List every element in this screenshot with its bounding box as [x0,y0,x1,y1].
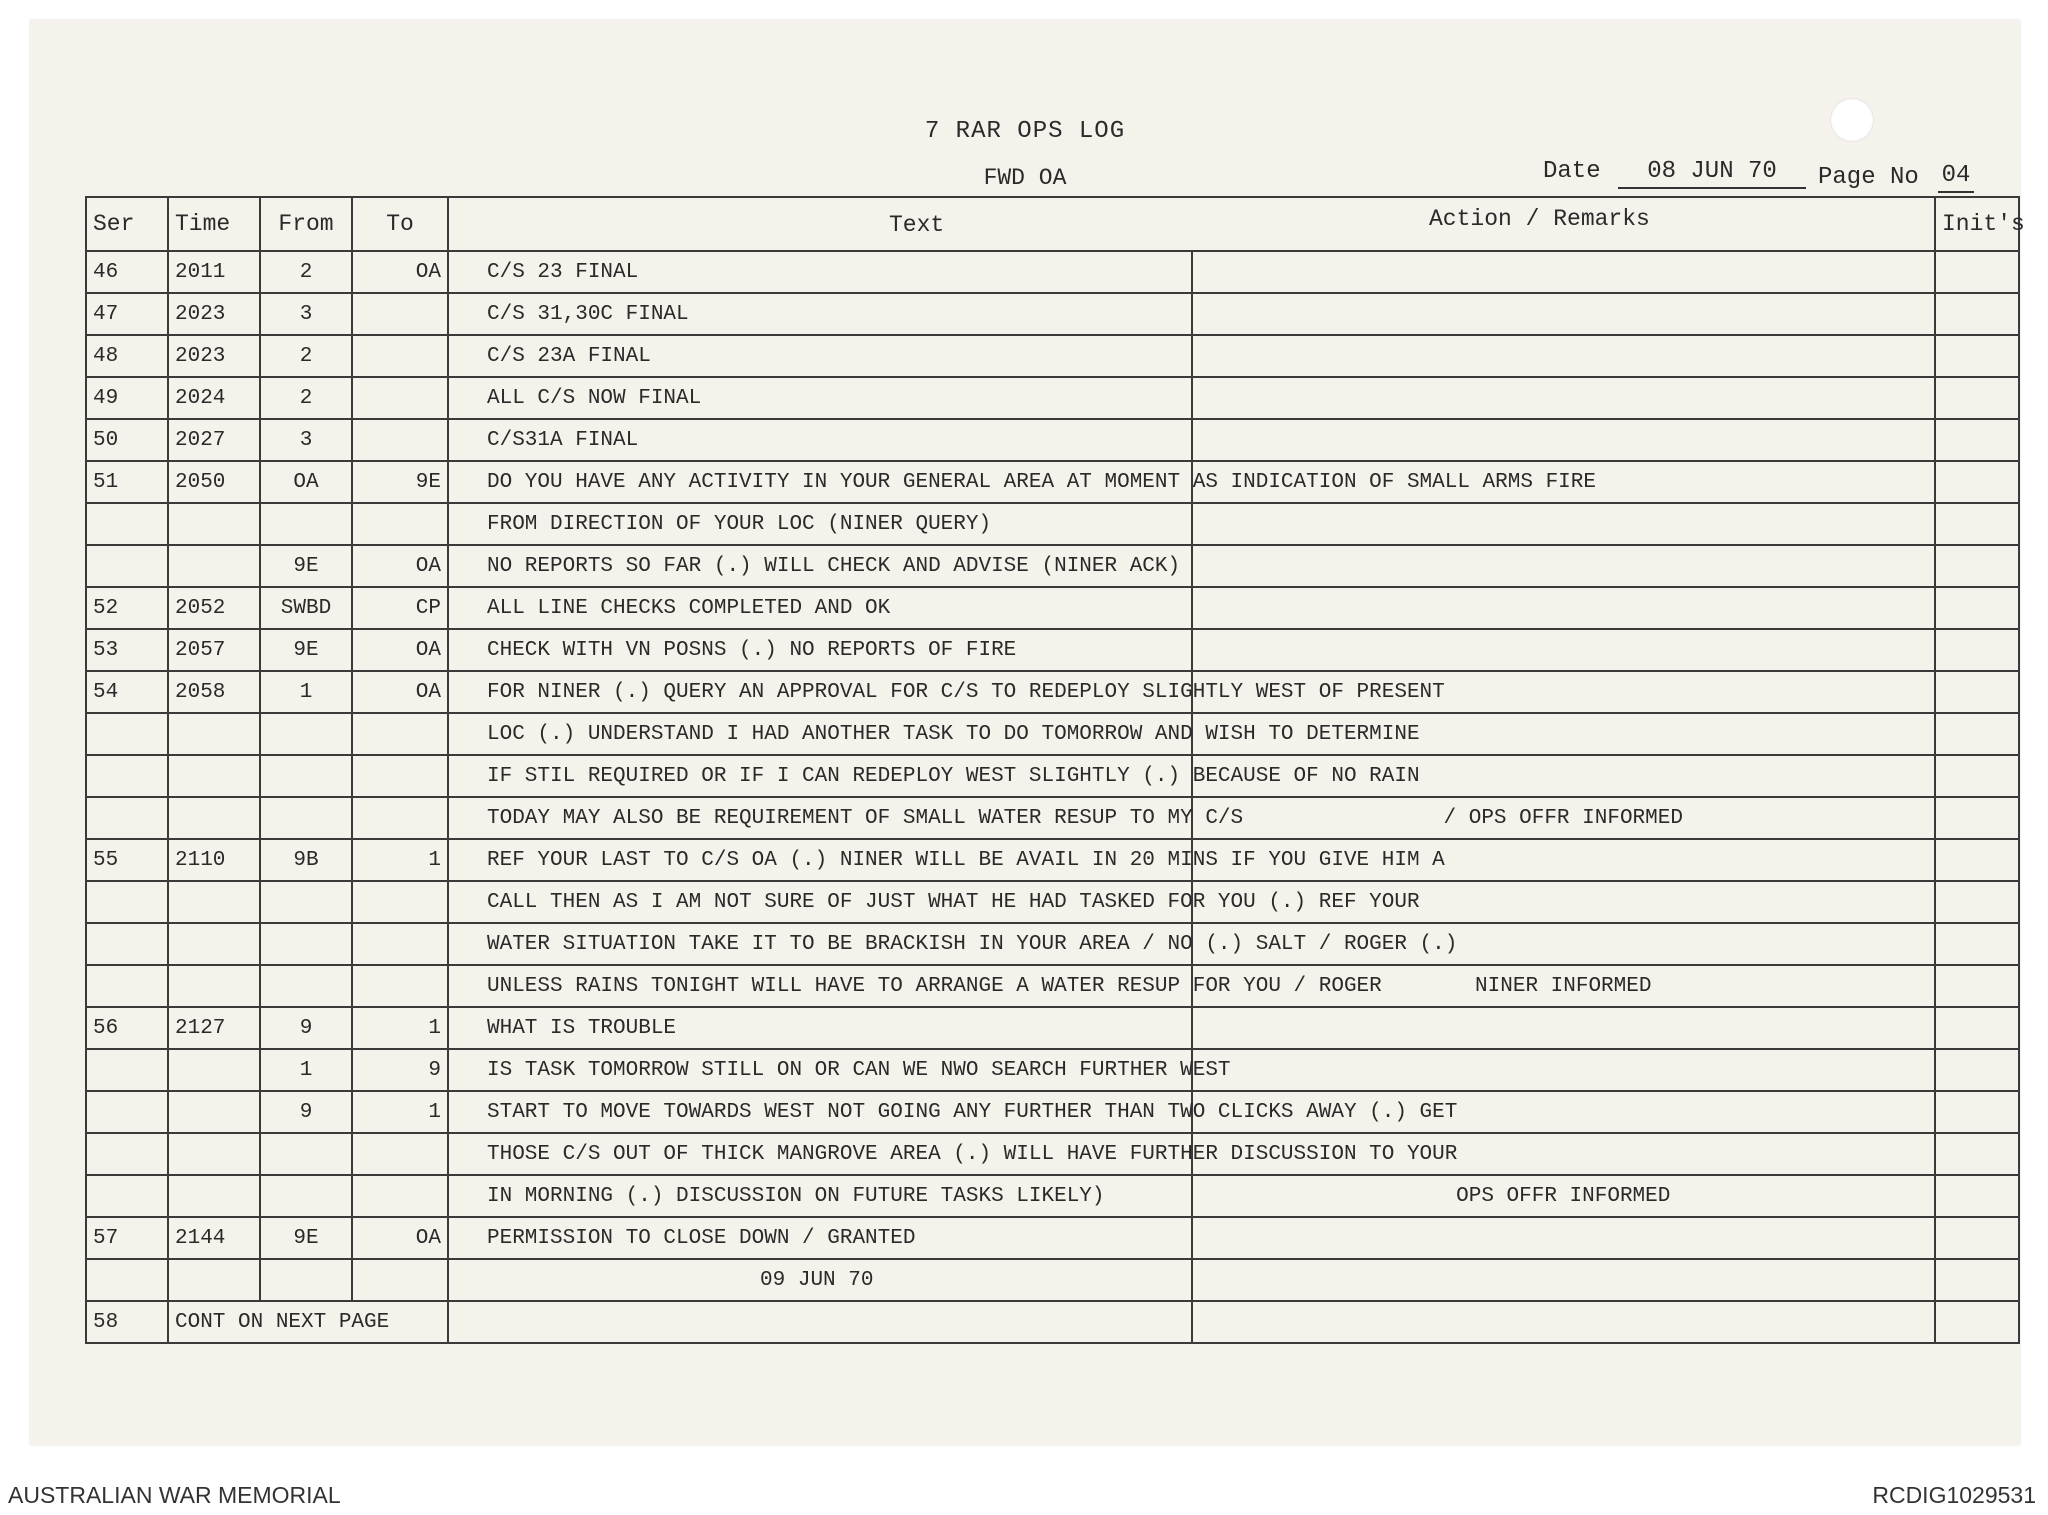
cell-ser: 54 [86,671,168,713]
cell-time [168,1175,260,1217]
cell-from [260,797,352,839]
cell-inits [1935,755,2019,797]
cell-inits [1935,713,2019,755]
log-subtitle: FWD OA [983,165,1067,191]
cell-to [352,755,448,797]
cell-time [168,1049,260,1091]
cell-time [168,545,260,587]
cell-ser [86,797,168,839]
cell-time [168,713,260,755]
cell-to: OA [352,1217,448,1259]
cell-inits [1935,839,2019,881]
log-body [86,251,2019,1259]
cell-to: 9 [352,1049,448,1091]
cell-time: 2011 [168,251,260,293]
cell-from: 9 [260,1007,352,1049]
cell-time [168,923,260,965]
log-title: 7 RAR OPS LOG [924,118,1126,145]
cell-text: START TO MOVE TOWARDS WEST NOT GOING ANY FURTHER THAN TWO CLICKS AWAY (.) GET [448,1091,1192,1133]
cell-time [168,965,260,1007]
cell-to: 9E [352,461,448,503]
cell-time: 2057 [168,629,260,671]
cell-text: ALL LINE CHECKS COMPLETED AND OK [448,587,1192,629]
cell-text: LOC (.) UNDERSTAND I HAD ANOTHER TASK TO DO TOMORROW AND WISH TO DETERMINE [448,713,1192,755]
cell-inits [1935,335,2019,377]
cell-from: 1 [260,671,352,713]
cell-ser: 48 [86,335,168,377]
cell-ser: 47 [86,293,168,335]
cell-time: 2110 [168,839,260,881]
cell-time [168,755,260,797]
cell-ser [86,1175,168,1217]
cell-ser [86,881,168,923]
cell-ser: 52 [86,587,168,629]
table-row [86,419,2019,461]
table-row [86,881,2019,923]
cell-to: OA [352,545,448,587]
cell-inits [1935,923,2019,965]
cell-text: CHECK WITH VN POSNS (.) NO REPORTS OF FIRE [448,629,1192,671]
date-label: Date [1543,158,1601,185]
cell-inits [1935,461,2019,503]
cell-text: THOSE C/S OUT OF THICK MANGROVE AREA (.) WILL HAVE FURTHER DISCUSSION TO YOUR [448,1133,1192,1175]
cell-to: OA [352,251,448,293]
cell-remarks [1192,419,1936,461]
cell-remarks: / OPS OFFR INFORMED [1192,797,1936,839]
cell-inits [1935,293,2019,335]
cell-inits [1935,251,2019,293]
cell-inits [1935,965,2019,1007]
cell-from: 9 [260,1091,352,1133]
cell-inits [1935,545,2019,587]
cell-remarks [1192,503,1936,545]
col-header-remarks: Action / Remarks [1429,206,1650,232]
table-row [86,545,2019,587]
table-row [86,1217,2019,1259]
table-row [86,587,2019,629]
cell-inits [1935,1217,2019,1259]
cell-ser: 46 [86,251,168,293]
col-header-text: Text [889,212,945,238]
cell-from: OA [260,461,352,503]
cell-inits [1935,1175,2019,1217]
cell-time [168,881,260,923]
table-row [86,965,2019,1007]
cell-inits [1935,1049,2019,1091]
punch-hole [1830,98,1874,142]
cell-ser [86,755,168,797]
table-row [86,1133,2019,1175]
cell-inits [1935,419,2019,461]
last-row-text: CONT ON NEXT PAGE [168,1301,448,1343]
cell-to [352,923,448,965]
page-value: 04 [1938,162,1974,193]
cell-time [168,797,260,839]
cell-remarks: OPS OFFR INFORMED [1192,1175,1936,1217]
cell-from [260,503,352,545]
cell-inits [1935,881,2019,923]
cell-remarks [1192,335,1936,377]
cell-ser [86,545,168,587]
cell-time: 2050 [168,461,260,503]
table-row [86,335,2019,377]
cell-text: C/S31A FINAL [448,419,1192,461]
table-row-date [86,1259,2019,1301]
cell-text: PERMISSION TO CLOSE DOWN / GRANTED [448,1217,1192,1259]
table-row [86,1007,2019,1049]
cell-ser: 53 [86,629,168,671]
cell-to [352,419,448,461]
cell-text: FOR NINER (.) QUERY AN APPROVAL FOR C/S TO REDEPLOY SLIGHTLY WEST OF PRESENT [448,671,1192,713]
cell-inits [1935,1133,2019,1175]
cell-ser: 56 [86,1007,168,1049]
cell-to [352,1133,448,1175]
cell-from [260,881,352,923]
cell-ser: 55 [86,839,168,881]
cell-inits [1935,797,2019,839]
cell-to: OA [352,671,448,713]
cell-ser [86,503,168,545]
cell-from: 9B [260,839,352,881]
cell-remarks [1192,587,1936,629]
cell-from: 9E [260,545,352,587]
cell-text: C/S 23A FINAL [448,335,1192,377]
cell-remarks [1192,629,1936,671]
cell-text: WHAT IS TROUBLE [448,1007,1192,1049]
cell-ser [86,1091,168,1133]
cell-time: 2027 [168,419,260,461]
cell-to [352,503,448,545]
cell-to [352,377,448,419]
cell-to [352,293,448,335]
cell-text: REF YOUR LAST TO C/S OA (.) NINER WILL BE AVAIL IN 20 MINS IF YOU GIVE HIM A [448,839,1192,881]
cell-remarks [1192,1217,1936,1259]
cell-to [352,1175,448,1217]
cell-from: 1 [260,1049,352,1091]
cell-ser [86,923,168,965]
table-row [86,713,2019,755]
cell-remarks [1192,1049,1936,1091]
cell-from [260,713,352,755]
cell-text: TODAY MAY ALSO BE REQUIREMENT OF SMALL WATER RESUP TO MY C/S [448,797,1192,839]
table-row [86,1091,2019,1133]
cell-from: 3 [260,419,352,461]
cell-remarks [1192,377,1936,419]
date-row-text: 09 JUN 70 [448,1259,1192,1301]
cell-from: 9E [260,1217,352,1259]
col-header-from: From [260,197,352,251]
cell-ser: 49 [86,377,168,419]
page-label: Page No [1818,164,1919,191]
cell-inits [1935,1007,2019,1049]
cell-to: 1 [352,1091,448,1133]
cell-ser [86,1049,168,1091]
cell-remarks: NINER INFORMED [1192,965,1936,1007]
cell-remarks [1192,545,1936,587]
cell-from: 3 [260,293,352,335]
cell-text: NO REPORTS SO FAR (.) WILL CHECK AND ADVISE (NINER ACK) [448,545,1192,587]
table-header-row [86,197,2019,251]
cell-text: C/S 31,30C FINAL [448,293,1192,335]
last-row-ser: 58 [86,1301,168,1343]
table-row [86,251,2019,293]
cell-time: 2023 [168,293,260,335]
table-row-continued [86,1301,2019,1343]
cell-to: 1 [352,839,448,881]
cell-text: IN MORNING (.) DISCUSSION ON FUTURE TASKS LIKELY) [448,1175,1192,1217]
cell-time: 2127 [168,1007,260,1049]
cell-to [352,881,448,923]
table-row [86,629,2019,671]
cell-from [260,923,352,965]
cell-text: IS TASK TOMORROW STILL ON OR CAN WE NWO SEARCH FURTHER WEST [448,1049,1192,1091]
cell-text: DO YOU HAVE ANY ACTIVITY IN YOUR GENERAL AREA AT MOMENT AS INDICATION OF SMALL ARMS FIRE [448,461,1192,503]
table-row [86,797,2019,839]
cell-ser [86,965,168,1007]
cell-inits [1935,1091,2019,1133]
cell-to [352,797,448,839]
cell-from: 2 [260,377,352,419]
table-row [86,755,2019,797]
cell-remarks [1192,293,1936,335]
cell-text: C/S 23 FINAL [448,251,1192,293]
cell-inits [1935,503,2019,545]
footer-record-id: RCDIG1029531 [1872,1482,2036,1508]
cell-ser: 51 [86,461,168,503]
cell-from: 2 [260,251,352,293]
cell-ser: 50 [86,419,168,461]
col-header-inits: Init's [1935,197,2019,251]
date-value: 08 JUN 70 [1618,158,1806,189]
table-row [86,461,2019,503]
cell-from [260,1175,352,1217]
cell-inits [1935,587,2019,629]
cell-to [352,965,448,1007]
cell-remarks [1192,251,1936,293]
cell-time: 2052 [168,587,260,629]
col-header-text-remarks [448,197,1935,251]
cell-time [168,503,260,545]
cell-inits [1935,377,2019,419]
cell-remarks [1192,1007,1936,1049]
cell-text: IF STIL REQUIRED OR IF I CAN REDEPLOY WEST SLIGHTLY (.) BECAUSE OF NO RAIN [448,755,1192,797]
col-header-to: To [352,197,448,251]
cell-text: FROM DIRECTION OF YOUR LOC (NINER QUERY) [448,503,1192,545]
cell-text: UNLESS RAINS TONIGHT WILL HAVE TO ARRANGE A WATER RESUP FOR YOU / ROGER [448,965,1192,1007]
cell-ser [86,713,168,755]
table-row [86,503,2019,545]
table-row [86,839,2019,881]
cell-to: OA [352,629,448,671]
table-row [86,293,2019,335]
cell-from: SWBD [260,587,352,629]
ops-log-table [85,196,2025,1344]
table-row [86,1049,2019,1091]
cell-time: 2024 [168,377,260,419]
cell-text: WATER SITUATION TAKE IT TO BE BRACKISH IN YOUR AREA / NO (.) SALT / ROGER (.) [448,923,1192,965]
cell-time: 2023 [168,335,260,377]
table-row [86,1175,2019,1217]
cell-to [352,335,448,377]
col-header-time: Time [168,197,260,251]
cell-text: ALL C/S NOW FINAL [448,377,1192,419]
table-row [86,923,2019,965]
cell-from: 9E [260,629,352,671]
cell-to: 1 [352,1007,448,1049]
cell-to: CP [352,587,448,629]
cell-time: 2058 [168,671,260,713]
table-row [86,671,2019,713]
cell-inits [1935,629,2019,671]
col-header-ser: Ser [86,197,168,251]
footer-credit: AUSTRALIAN WAR MEMORIAL [8,1482,341,1508]
cell-time [168,1133,260,1175]
cell-time [168,1091,260,1133]
cell-from [260,965,352,1007]
table-row [86,377,2019,419]
cell-to [352,713,448,755]
cell-inits [1935,671,2019,713]
cell-ser [86,1133,168,1175]
cell-text: CALL THEN AS I AM NOT SURE OF JUST WHAT HE HAD TASKED FOR YOU (.) REF YOUR [448,881,1192,923]
cell-from [260,1133,352,1175]
cell-from: 2 [260,335,352,377]
cell-ser: 57 [86,1217,168,1259]
cell-time: 2144 [168,1217,260,1259]
cell-from [260,755,352,797]
